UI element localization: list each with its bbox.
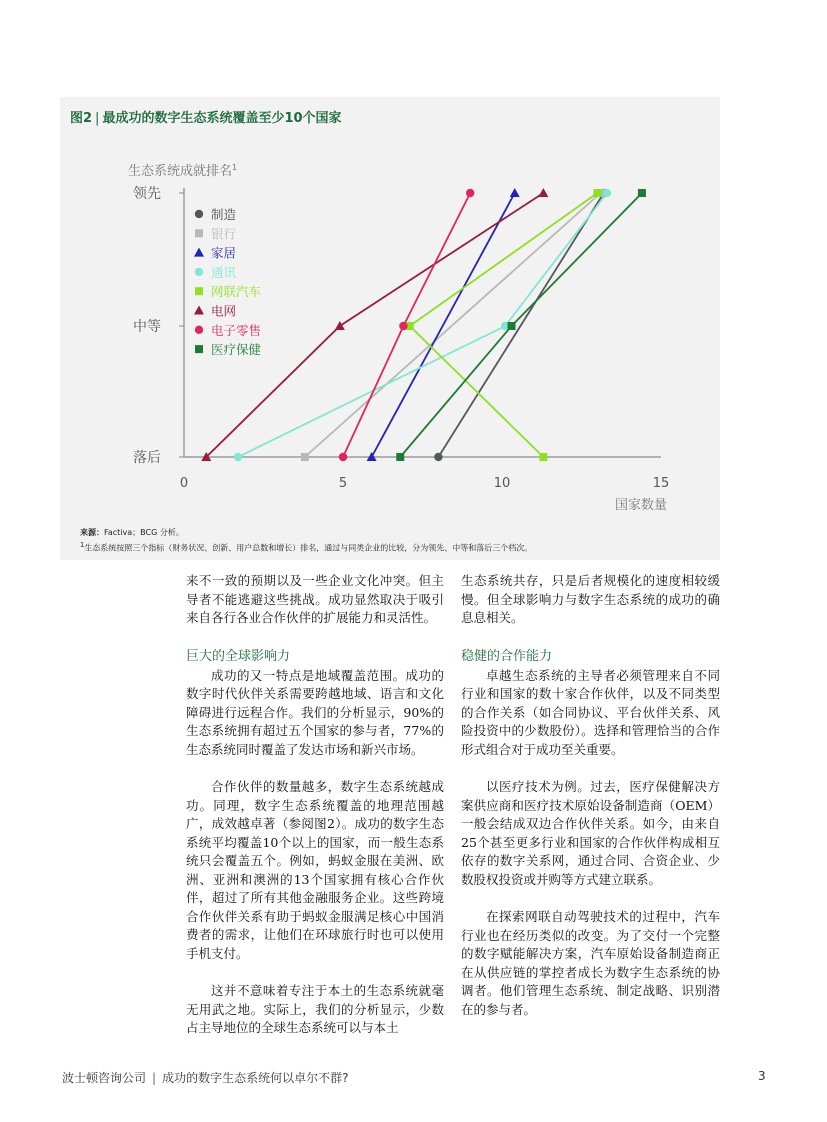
legend-marker <box>195 229 203 237</box>
legend-label: 医疗保健 <box>211 342 262 358</box>
section-heading-partnership: 稳健的合作能力 <box>461 648 553 664</box>
data-point <box>539 453 547 461</box>
data-point <box>466 189 474 197</box>
figure-label: 图2 <box>70 111 93 126</box>
legend-marker <box>194 306 204 315</box>
left-column <box>186 572 444 1038</box>
source-label: 来源： <box>80 528 104 537</box>
y-category-label: 领先 <box>133 186 161 202</box>
legend-marker <box>195 345 203 353</box>
right-column <box>461 572 720 1019</box>
legend-label: 制造 <box>211 207 237 222</box>
data-point <box>508 322 516 330</box>
data-point <box>234 453 242 461</box>
legend-label: 家居 <box>211 245 237 261</box>
right-paragraph-1: 生态系统共存，只是后者规模化的速度相较缓慢。但全球影响力与数字生态系统的成功的确息息相关。 <box>461 573 720 625</box>
page-footer <box>62 1069 348 1086</box>
source-note <box>80 527 720 539</box>
figure-title-text: 最成功的数字生态系统覆盖至少10个国家 <box>102 111 342 126</box>
footnote-text: 生态系统按照三个指标（财务状况、创新、用户总数和增长）排名，通过与同类企业的比较，分为领先、中等和落后三个档次。 <box>84 543 533 553</box>
series-line <box>238 193 607 457</box>
ecosystem-chart <box>60 97 720 517</box>
data-point <box>399 322 407 330</box>
x-tick-label: 5 <box>338 476 348 491</box>
right-paragraph-2: 卓越生态系统的主导者必须管理来自不同行业和国家的数十家合作伙伴，以及不同类型的合作关系（如合同协议、平台伙伴关系、风险投资中的少数股份）。选择和管理恰当的合作形式组合对于成功至关重要。 <box>461 667 720 757</box>
data-point <box>603 189 611 197</box>
footer-doc-title: 成功的数字生态系统何以卓尔不群? <box>162 1071 349 1085</box>
data-point <box>538 188 548 197</box>
data-point <box>593 189 601 197</box>
footnote-mark: 1 <box>80 541 85 549</box>
legend-label: 银行 <box>211 226 237 242</box>
legend-label: 电子零售 <box>211 322 262 338</box>
x-axis-title: 国家数量 <box>614 498 667 513</box>
left-paragraph-4: 这并不意味着专注于本土的生态系统就毫无用武之地。实际上，我们的分析显示，少数占主导地位的全球生态系统可以与本土 <box>186 983 444 1035</box>
right-paragraph-3: 以医疗技术为例。过去，医疗保健解决方案供应商和医疗技术原始设备制造商（OEM）一般会结成双边合作伙伴关系。如今，由来自25个甚至更多行业和国家的合作伙伴构成相互依存的数字关系网，通过合同、合资企业、少数股权投资或并购等方式建立联系。 <box>461 779 720 887</box>
left-paragraph-2: 成功的又一特点是地域覆盖范围。成功的数字时代伙伴关系需要跨越地域、语言和文化障碍进行远程合作。我们的分析显示，90%的生态系统拥有超过五个国家的参与者，77%的生态系统同时覆盖了发达市场和新兴市场。 <box>186 667 444 757</box>
page-number: 3 <box>758 1069 766 1083</box>
x-tick-label: 15 <box>652 476 670 491</box>
section-heading-global-reach: 巨大的全球影响力 <box>186 648 291 664</box>
data-point <box>396 453 404 461</box>
y-axis-title: 生态系统成就排名$^1$ <box>128 163 238 179</box>
data-point <box>335 321 345 330</box>
data-point <box>301 453 309 461</box>
footnote <box>80 539 720 555</box>
series-line <box>305 193 601 457</box>
left-paragraph-3: 合作伙伴的数量越多，数字生态系统越成功。同理，数字生态系统覆盖的地理范围越广，成效越卓著（参阅图2）。成功的数字生态系统平均覆盖10个以上的国家，而一般生态系统只会覆盖五个。例如，蚂蚁金服在美洲、欧洲、亚洲和澳洲的13个国家拥有核心合作伙伴，超过了所有其他金融服务企业。这些跨境合作伙伴关系有助于蚂蚁金服满足核心中国消费者的需求，让他们在环球旅行时也可以使用手机支付。 <box>186 779 444 961</box>
legend-label: 网联汽车 <box>211 284 262 300</box>
legend-label: 通讯 <box>211 264 237 280</box>
data-point <box>510 188 520 197</box>
data-point <box>339 453 347 461</box>
footer-company: 波士顿咨询公司 <box>62 1071 147 1085</box>
x-tick-label: 0 <box>179 476 189 491</box>
series-line <box>438 193 603 457</box>
legend-marker <box>195 326 203 334</box>
legend-marker <box>195 268 203 276</box>
footer-separator: | <box>152 1071 157 1085</box>
x-tick-label: 10 <box>493 476 511 491</box>
figure-title-separator: | <box>95 111 100 126</box>
legend-marker <box>195 287 203 295</box>
legend-marker <box>194 248 204 257</box>
y-category-label: 落后 <box>133 450 161 466</box>
series-line <box>372 193 515 457</box>
figure-notes <box>80 527 720 555</box>
data-point <box>638 189 646 197</box>
left-paragraph-1: 来不一致的预期以及一些企业文化冲突。但主导者不能逃避这些挑战。成功显然取决于吸引来自各行各业合作伙伴的扩展能力和灵活性。 <box>186 573 444 625</box>
data-point <box>434 453 442 461</box>
source-text: Factiva；BCG 分析。 <box>104 528 184 537</box>
right-paragraph-4: 在探索网联自动驾驶技术的过程中，汽车行业也在经历类似的改变。为了交付一个完整的数字赋能解决方案，汽车原始设备制造商正在从供应链的掌控者成长为数字生态系统的协调者。他们管理生态系统、制定战略、识别潜在的参与者。 <box>461 909 720 1017</box>
y-category-label: 中等 <box>133 319 161 335</box>
legend-label: 电网 <box>211 303 237 319</box>
legend-marker <box>195 210 203 218</box>
